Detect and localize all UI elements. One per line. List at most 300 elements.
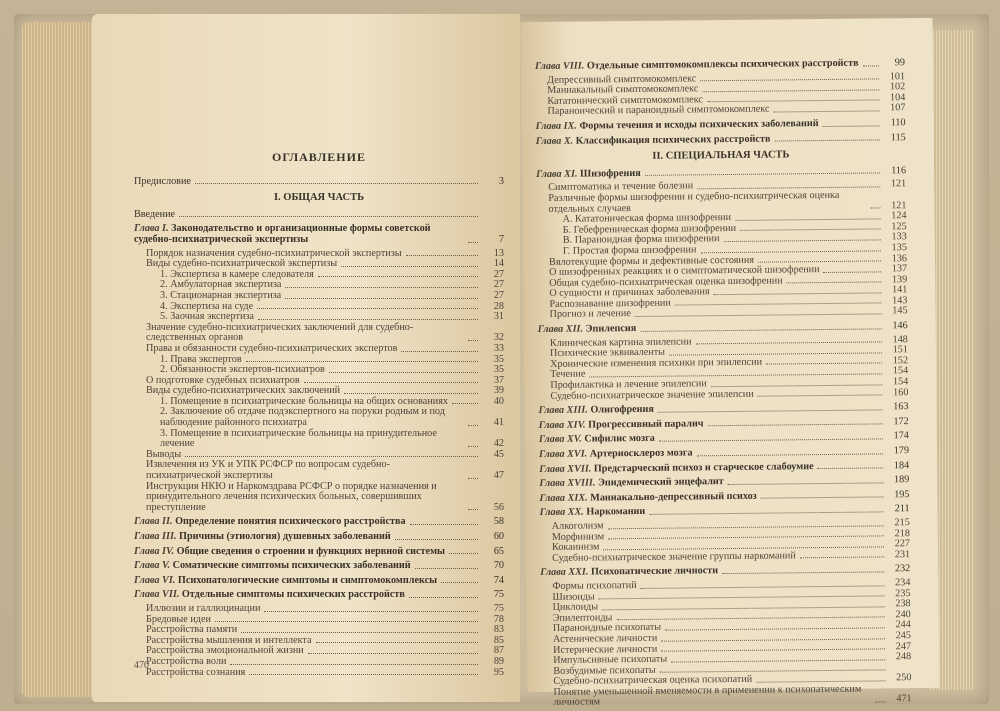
entry-page-number: 3 <box>498 175 504 187</box>
entry-title <box>160 407 464 428</box>
entry-text: О шизофренных реакциях и о симптоматической шизофрении <box>549 264 820 278</box>
entry-page-number: 115 <box>890 131 906 143</box>
entry-page-number: 47 <box>493 470 504 482</box>
entry-title <box>539 462 814 475</box>
toc-chapter <box>539 461 909 475</box>
entry-text: Расстройства сознания <box>146 666 246 678</box>
entry-page-number: 35 <box>493 364 504 376</box>
dot-leader <box>608 536 884 540</box>
toc-entry <box>535 104 905 118</box>
entry-text: Классификация психических расстройств <box>575 133 771 147</box>
entry-text: Виды судебно-психиатрических заключений <box>146 385 341 397</box>
entry-page-number: 179 <box>893 445 910 457</box>
entry-page-number: 195 <box>894 488 910 501</box>
entry-page-number: 124 <box>891 210 907 222</box>
entry-text: Психопатические личности <box>590 565 719 578</box>
entry-title <box>540 566 718 578</box>
entry-text: Б. Гебефреническая форма шизофрении <box>562 222 737 236</box>
entry-text: Судебно-психиатрическое значение группы наркоманий <box>552 550 796 564</box>
entry-text: А. Кататоническая форма шизофрении <box>562 212 732 225</box>
toc-entry <box>134 668 504 679</box>
entry-page-number: 244 <box>895 619 911 631</box>
dot-leader <box>697 186 880 189</box>
entry-text: Инструкция НКЮ и Наркомздрава РСФСР о порядке назначения и принудительного лечения психических больных, совершивших преступление <box>146 480 437 513</box>
entry-text: Клиническая картина эпилепсии <box>549 336 692 349</box>
toc-chapter <box>536 133 906 147</box>
entry-page-number: 74 <box>493 574 504 586</box>
chapter-label: Глава V. <box>134 560 171 572</box>
chapter-label: Глава IX. <box>535 120 578 132</box>
dot-leader <box>649 511 883 514</box>
entry-page-number: 139 <box>891 273 908 285</box>
toc-chapter <box>134 590 504 601</box>
entry-text: Расстройства памяти <box>146 624 238 636</box>
entry-page-number: 133 <box>891 231 907 243</box>
entry-title <box>538 324 637 336</box>
entry-page-number: 31 <box>493 311 504 323</box>
entry-title <box>552 551 796 564</box>
dot-leader <box>766 363 882 365</box>
dot-leader <box>671 659 885 662</box>
entry-page-number: 145 <box>892 305 908 317</box>
dot-leader <box>700 79 879 82</box>
dot-leader <box>468 478 478 479</box>
dot-leader <box>758 261 881 263</box>
entry-text: Астенические личности <box>552 632 658 645</box>
entry-page-number: 116 <box>891 164 907 177</box>
entry-text: Психические эквиваленты <box>549 346 666 360</box>
entry-text: О подготовке судебных психиатров <box>146 374 300 386</box>
dot-leader <box>818 468 884 470</box>
chapter-label: Глава XII. <box>537 323 584 336</box>
entry-text: О сущности и причинах заболевания <box>549 286 710 300</box>
entry-page-number: 211 <box>894 503 910 515</box>
entry-page-number: 14 <box>493 258 504 270</box>
dot-leader <box>735 218 881 221</box>
entry-page-number: 33 <box>493 342 504 354</box>
entry-page-number: 121 <box>890 178 907 190</box>
entry-text: Значение судебно-психиатрических заключений для судебно-следственных органов <box>146 321 414 344</box>
dot-leader <box>608 525 884 529</box>
dot-leader <box>603 546 884 550</box>
entry-page-number: 235 <box>895 587 911 599</box>
entry-text: Определение понятия психического расстройства <box>175 516 406 528</box>
dot-leader <box>468 446 478 447</box>
entry-text: Предстарческий психоз и старческое слабоумие <box>593 460 814 475</box>
entry-page-number: 174 <box>893 430 909 442</box>
entry-page-number: 75 <box>493 602 504 614</box>
dot-leader <box>468 425 478 426</box>
entry-page-number: 238 <box>895 598 911 610</box>
entry-page-number: 58 <box>493 516 504 528</box>
entry-page-number: 160 <box>893 386 909 398</box>
dot-leader <box>665 627 885 630</box>
toc-chapter <box>539 417 909 431</box>
entry-page-number: 65 <box>493 545 504 557</box>
dot-leader <box>415 568 478 569</box>
entry-text: Истерические личности <box>553 643 658 656</box>
dot-leader <box>669 352 882 355</box>
toc-chapter <box>539 490 909 504</box>
entry-text: Законодательство и организационные формы советской судебно-психиатрической экспертизы <box>134 223 431 245</box>
toc-entry <box>540 550 910 564</box>
right-page <box>521 18 940 709</box>
dot-leader <box>774 110 880 112</box>
dot-leader <box>616 617 884 621</box>
entry-page-number: 143 <box>892 295 908 307</box>
entry-page-number: 240 <box>895 608 911 621</box>
entry-page-number: 163 <box>893 401 909 413</box>
entry-page-number: 35 <box>493 353 504 365</box>
entry-title <box>539 492 756 505</box>
entry-page-number: 41 <box>493 417 504 429</box>
toc-chapter <box>539 475 909 489</box>
entry-page-number: 154 <box>892 376 909 388</box>
dot-leader <box>410 524 478 525</box>
dot-leader <box>740 229 881 231</box>
chapter-label: Глава XVII. <box>539 463 592 475</box>
entry-page-number: 148 <box>892 333 908 345</box>
entry-text: Артериосклероз мозга <box>589 447 693 460</box>
toc-list-right <box>535 58 912 709</box>
entry-title <box>134 532 391 543</box>
dot-leader <box>758 395 883 397</box>
toc-chapter <box>539 446 909 460</box>
part-heading: I. ОБЩАЯ ЧАСТЬ <box>273 192 365 204</box>
toc-chapter <box>539 432 909 446</box>
toc-list-left <box>134 177 504 679</box>
entry-title <box>134 224 464 245</box>
dot-leader <box>195 183 478 184</box>
entry-page-number: 232 <box>894 563 911 575</box>
toc-title: ОГЛАВЛЕНИЕ <box>272 150 366 164</box>
entry-text: Течение <box>550 368 586 381</box>
toc-chapter <box>538 321 908 335</box>
dot-leader <box>696 342 882 345</box>
entry-page-number: 27 <box>493 289 504 301</box>
dot-leader <box>714 292 882 295</box>
dot-leader <box>241 632 478 633</box>
entry-text: Импульсивные психопаты <box>553 653 668 666</box>
entry-text: Возбудимые психопаты <box>553 664 656 677</box>
dot-leader <box>728 482 884 485</box>
entry-title <box>548 191 866 216</box>
toc-chapter <box>535 58 905 72</box>
entry-text: Маниакальный симптомокомплекс <box>547 83 699 97</box>
toc-chapter <box>134 561 504 572</box>
dot-leader <box>724 239 881 242</box>
toc-chapter <box>134 517 504 528</box>
entry-text: Формы психопатий <box>552 579 637 592</box>
entry-text: Кокаинизм <box>551 541 600 554</box>
dot-leader <box>823 125 880 127</box>
dot-leader <box>661 638 885 641</box>
entry-page-number: 189 <box>893 474 910 486</box>
entry-page-number: 56 <box>493 501 504 513</box>
entry-text: Хронические изменения психики при эпилепсии <box>550 356 763 370</box>
dot-leader <box>675 303 882 306</box>
chapter-label: Глава XX. <box>539 506 584 519</box>
entry-title <box>134 210 175 221</box>
toc-chapter <box>540 505 910 519</box>
entry-text: Понятие уменьшенной вменяемости в применении к психопатическим личностям <box>553 683 862 709</box>
toc-entry <box>134 323 504 344</box>
entry-page-number: 125 <box>891 220 907 233</box>
entry-text: 1. Помещение в психиатрические больницы на общих основаниях <box>160 395 449 407</box>
entry-text: Извлечения из УК и УПК РСФСР по вопросам судебно-психиатрической экспертизы <box>146 459 390 482</box>
entry-text: Циклоиды <box>552 601 599 613</box>
entry-text: Распознавание шизофрении <box>549 297 671 310</box>
entry-text: Прогноз и лечение <box>549 308 631 321</box>
toc-chapter <box>134 576 504 587</box>
dot-leader <box>863 65 879 66</box>
entry-title <box>146 323 464 344</box>
chapter-label: Глава X. <box>535 135 574 147</box>
entry-page-number: 154 <box>892 365 909 377</box>
dot-leader <box>452 403 478 404</box>
entry-text: Сифилис мозга <box>584 433 655 445</box>
entry-title <box>550 310 631 321</box>
entry-title <box>539 448 693 460</box>
entry-page-number: 70 <box>493 560 504 572</box>
toc-right <box>535 54 912 709</box>
entry-page-number: 250 <box>896 672 912 684</box>
entry-page-number: 107 <box>890 102 906 114</box>
entry-page-number: 78 <box>493 613 504 625</box>
entry-page-number: 40 <box>493 395 504 407</box>
chapter-label: Глава XIX. <box>539 492 588 504</box>
dot-leader <box>774 140 879 142</box>
entry-text: 2. Обязанности экспертов-психиатров <box>160 364 325 376</box>
dot-leader <box>787 282 882 284</box>
entry-page-number: 245 <box>895 630 912 642</box>
entry-title <box>134 561 411 572</box>
entry-text: Общая судебно-психиатрическая оценка шизофрении <box>549 275 783 289</box>
entry-text: Симптоматика и течение болезни <box>548 180 694 194</box>
toc-entry <box>134 177 504 188</box>
entry-title <box>539 434 655 446</box>
entry-text: Судебно-психиатрическая оценка психопатий <box>553 674 753 688</box>
entry-text: 2. Амбулаторная экспертиза <box>160 279 282 291</box>
entry-title <box>146 482 464 514</box>
entry-page-number: 215 <box>894 517 910 529</box>
dot-leader <box>602 606 885 610</box>
chapter-label: Глава XI. <box>536 168 578 180</box>
dot-leader <box>304 382 478 383</box>
page-edges-left <box>22 22 102 697</box>
dot-leader <box>341 266 478 267</box>
entry-page-number: 102 <box>889 81 906 93</box>
entry-page-number: 101 <box>889 70 906 82</box>
entry-text: Параноидные психопаты <box>552 622 662 635</box>
toc-chapter <box>536 166 906 180</box>
entry-page-number: 83 <box>493 624 504 636</box>
dot-leader <box>761 497 884 499</box>
toc-entry <box>541 684 911 709</box>
entry-text: Отдельные симптомы психических расстройств <box>181 589 405 601</box>
entry-page-number: 135 <box>891 242 907 254</box>
entry-text: Маниакально-депрессивный психоз <box>590 490 757 504</box>
dot-leader <box>870 208 880 209</box>
entry-text: Расстройства мышления и интеллекта <box>146 634 312 646</box>
entry-text: 1. Права экспертов <box>160 353 242 365</box>
entry-text: Эпилептоиды <box>552 611 613 624</box>
dot-leader <box>308 653 478 654</box>
entry-text: Морфинизм <box>551 530 605 543</box>
entry-title <box>146 460 464 481</box>
dot-leader <box>185 456 478 457</box>
dot-leader <box>640 328 881 332</box>
toc-entry <box>134 429 504 450</box>
dot-leader <box>635 313 882 317</box>
entry-title <box>146 668 245 679</box>
entry-title <box>540 507 646 519</box>
dot-leader <box>264 611 478 612</box>
dot-leader <box>661 648 885 651</box>
entry-text: Г. Простая форма шизофрении <box>562 244 697 257</box>
entry-page-number: 121 <box>891 199 907 211</box>
chapter-label: Глава XVIII. <box>539 477 596 490</box>
page-number-left: 470 <box>134 660 149 671</box>
entry-title <box>550 389 753 402</box>
entry-page-number: 85 <box>493 634 504 646</box>
entry-page-number: 7 <box>498 233 504 245</box>
dot-leader <box>824 271 882 273</box>
dot-leader <box>708 424 883 427</box>
toc-chapter <box>540 564 910 578</box>
entry-title <box>536 119 819 133</box>
chapter-label: Глава XVI. <box>538 448 588 461</box>
dot-leader <box>702 89 879 92</box>
entry-text: Алкоголизм <box>551 520 604 532</box>
entry-page-number: 137 <box>891 263 908 275</box>
entry-page-number: 95 <box>493 666 504 678</box>
toc-entry <box>134 407 504 428</box>
left-page <box>92 14 520 702</box>
entry-title <box>134 576 437 587</box>
dot-leader <box>468 340 478 341</box>
dot-leader <box>285 298 478 299</box>
dot-leader <box>599 596 885 600</box>
dot-leader <box>441 582 478 583</box>
entry-text: Расстройства эмоциональной жизни <box>146 645 304 657</box>
dot-leader <box>707 100 879 103</box>
dot-leader <box>711 384 882 387</box>
chapter-label: Глава XIV. <box>538 419 586 431</box>
chapter-label: Глава XXI. <box>540 566 589 579</box>
entry-text: Шизоиды <box>552 590 595 603</box>
entry-text: 4. Экспертиза на суде <box>160 300 254 312</box>
dot-leader <box>876 701 886 702</box>
entry-text: 2. Заключение об отдаче подэкспертного на поруки родным и под наблюдение районного психиатра <box>160 406 445 429</box>
entry-text: Прогрессивный паралич <box>588 418 704 431</box>
entry-page-number: 32 <box>493 332 504 344</box>
dot-leader <box>215 621 478 622</box>
entry-title <box>553 684 871 709</box>
entry-text: Причины (этиология) душевных заболеваний <box>179 531 391 542</box>
entry-title <box>539 419 704 431</box>
dot-leader <box>468 509 478 510</box>
entry-text: Эпилепсия <box>585 323 637 335</box>
entry-page-number: 75 <box>493 589 504 601</box>
entry-page-number: 227 <box>894 538 911 550</box>
toc-chapter <box>539 402 909 416</box>
toc-entry <box>538 307 908 321</box>
entry-page-number: 247 <box>895 640 912 652</box>
dot-leader <box>401 351 478 352</box>
dot-leader <box>406 255 478 256</box>
dot-leader <box>249 674 478 675</box>
dot-leader <box>316 642 478 643</box>
entry-title <box>160 429 464 450</box>
part-heading: II. СПЕЦИАЛЬНАЯ ЧАСТЬ <box>652 149 790 162</box>
entry-page-number: 45 <box>493 448 504 460</box>
entry-text: Эпидемический энцефалит <box>597 476 724 489</box>
entry-title <box>539 477 724 490</box>
entry-page-number: 184 <box>893 459 910 471</box>
entry-page-number: 110 <box>890 117 906 129</box>
entry-text: Шизофрения <box>579 167 641 180</box>
entry-text: Параноический и параноидный симптомокомплекс <box>547 103 770 118</box>
chapter-label: Глава VIII. <box>534 60 585 73</box>
entry-title <box>134 590 405 601</box>
entry-page-number: 218 <box>894 527 910 539</box>
entry-text: Формы течения и исходы психических заболеваний <box>579 118 819 132</box>
entry-title <box>134 517 406 528</box>
entry-page-number: 37 <box>493 374 504 386</box>
dot-leader <box>660 670 886 673</box>
entry-title <box>134 547 445 558</box>
chapter-label: Глава VII. <box>134 589 180 601</box>
entry-text: Введение <box>134 208 176 220</box>
entry-page-number: 87 <box>493 645 504 657</box>
entry-text: Психопатологические симптомы и симптомокомплексы <box>177 574 438 586</box>
toc-chapter <box>536 118 906 132</box>
entry-text: Судебно-психиатрическое значение эпилепсии <box>550 388 754 402</box>
toc-chapter <box>134 532 504 543</box>
entry-page-number: 60 <box>493 531 504 542</box>
entry-page-number: 104 <box>889 91 906 104</box>
entry-page-number: 151 <box>892 344 909 356</box>
entry-page-number: 152 <box>892 354 909 367</box>
dot-leader <box>318 276 478 277</box>
toc-left <box>134 152 504 678</box>
entry-page-number: 39 <box>493 385 504 397</box>
entry-text: Олигофрения <box>590 404 654 416</box>
entry-text: Наркомании <box>586 506 646 518</box>
entry-page-number: 146 <box>892 320 908 332</box>
toc-entry <box>134 210 504 221</box>
dot-leader <box>258 319 478 320</box>
entry-page-number: 141 <box>891 284 908 296</box>
toc-entry <box>134 482 504 514</box>
entry-title <box>536 134 771 147</box>
entry-text: Предисловие <box>134 175 191 187</box>
dot-leader <box>344 393 478 394</box>
entry-text: 1. Экспертиза в камере следователя <box>160 268 314 280</box>
entry-title <box>134 177 191 188</box>
dot-leader <box>645 173 880 176</box>
entry-text: 3. Стационарная экспертиза <box>160 289 282 301</box>
dot-leader <box>756 680 885 682</box>
chapter-label: Глава XV. <box>538 433 582 446</box>
entry-page-number: 42 <box>493 438 504 450</box>
dot-leader <box>246 361 478 362</box>
entry-text: В. Параноидная форма шизофрении <box>562 233 720 247</box>
dot-leader <box>700 250 881 253</box>
entry-title <box>547 105 769 118</box>
chapter-label: Глава II. <box>134 516 173 528</box>
